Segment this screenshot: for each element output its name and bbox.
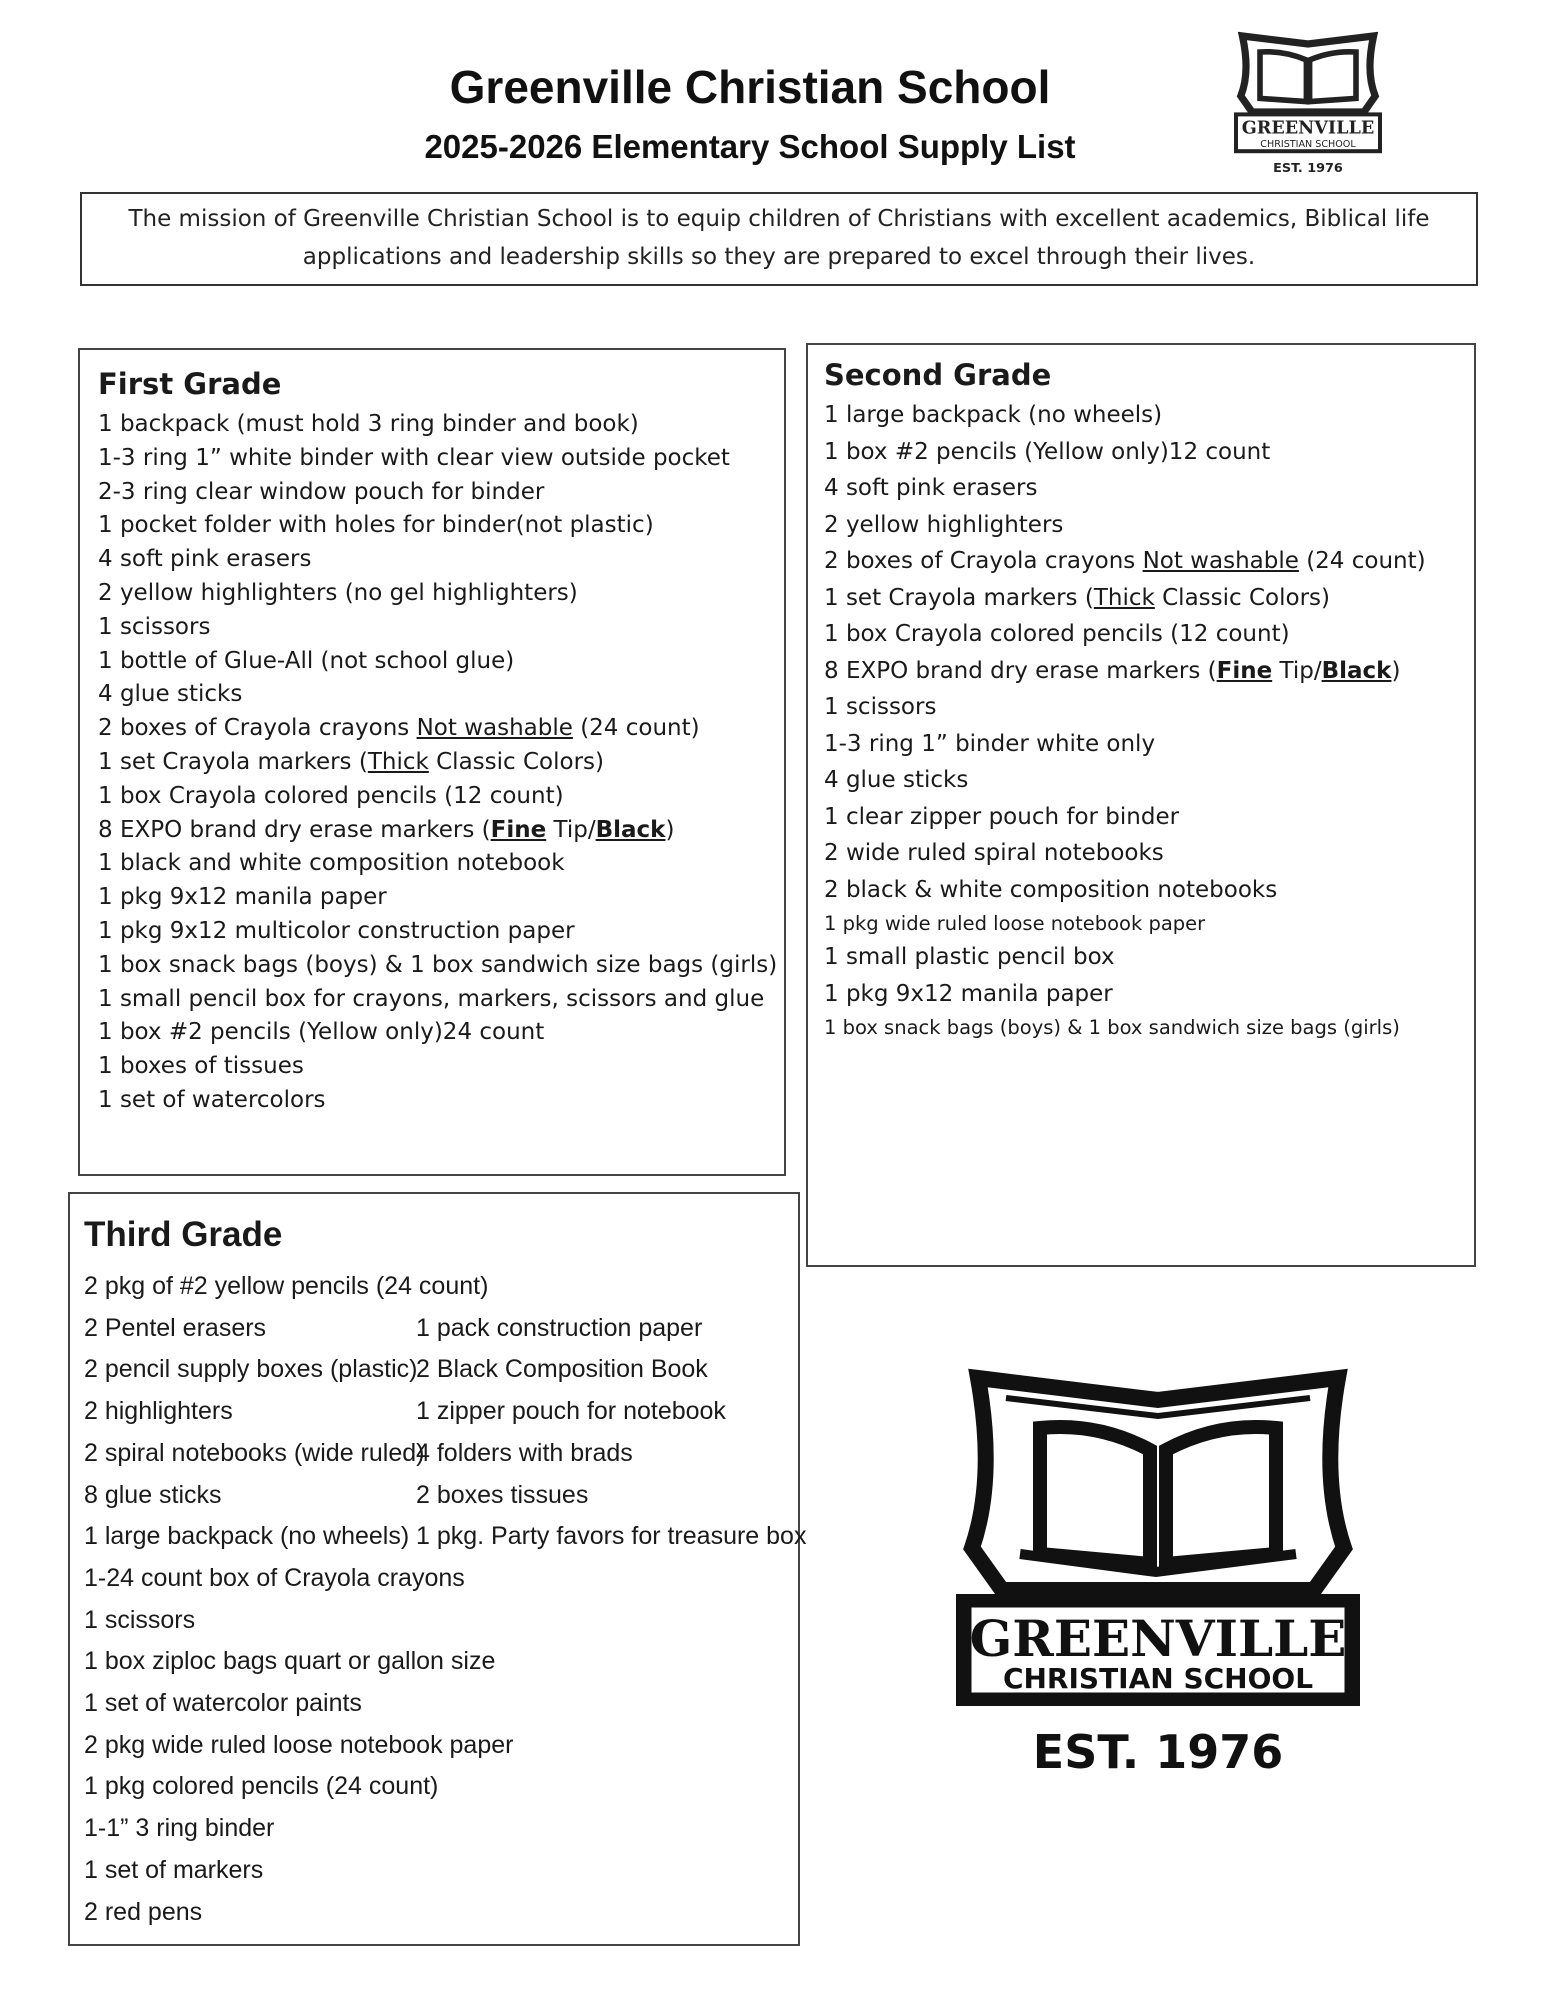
third-grade-box	[68, 1192, 807, 1946]
list-row	[84, 1558, 798, 1600]
first-grade-list	[98, 408, 784, 1118]
list-item: 1-24 count box of Crayola crayons	[84, 1563, 465, 1592]
open-book-shield-icon	[948, 1358, 1368, 1788]
third-grade-list	[84, 1266, 807, 1933]
emphasis-text: Thick	[367, 748, 429, 775]
list-item: 1 scissors	[98, 613, 211, 640]
second-grade-heading: Second Grade	[824, 358, 1052, 392]
list-item: 1 boxes of tissues	[98, 1053, 304, 1080]
list-row	[84, 1766, 798, 1808]
list-item: 1 box #2 pencils (Yellow only)24 count	[98, 1019, 545, 1046]
list-item: 1 scissors	[84, 1605, 196, 1634]
list-item: 1-3 ring 1” white binder with clear view outside pocket	[98, 444, 730, 471]
list-item: 1 pack construction paper	[416, 1313, 703, 1342]
list-item: 4 glue sticks	[824, 767, 969, 793]
list-item: 1 small pencil box for crayons, markers, scissors and glue	[98, 985, 765, 1012]
list-item: 2 spiral notebooks (wide ruled)	[84, 1438, 425, 1467]
emphasis-text: Fine	[490, 816, 547, 843]
emphasis-text: Black	[1321, 657, 1392, 684]
open-book-shield-icon	[1228, 28, 1388, 184]
list-item: 2 Black Composition Book	[416, 1355, 708, 1384]
list-item: 2 boxes tissues	[416, 1480, 589, 1509]
list-item: 1 box Crayola colored pencils (12 count)	[98, 782, 564, 809]
list-item: 1 set Crayola markers (Thick Classic Colors)	[824, 584, 1330, 611]
list-item: 2 boxes of Crayola crayons Not washable (24 count)	[824, 548, 1426, 574]
logo-small-line2: CHRISTIAN SCHOOL	[1260, 139, 1356, 151]
first-grade-box	[78, 348, 786, 1176]
list-row	[84, 1475, 798, 1517]
list-row	[84, 1683, 798, 1725]
list-row	[84, 1892, 798, 1934]
list-item: 4 folders with brads	[416, 1438, 633, 1467]
third-grade-heading: Third Grade	[84, 1215, 283, 1254]
list-item: 1 box snack bags (boys) & 1 box sandwich size bags (girls)	[824, 1016, 1400, 1039]
list-item: 2 highlighters	[84, 1397, 233, 1426]
list-item: 2 black & white composition notebooks	[824, 876, 1278, 903]
list-item: 2 boxes of Crayola crayons Not washable (24 count)	[98, 715, 700, 742]
second-grade-box	[806, 343, 1476, 1267]
school-logo-large	[948, 1358, 1368, 1788]
list-item: 1 box Crayola colored pencils (12 count)	[824, 621, 1290, 647]
list-row	[84, 1308, 798, 1350]
list-item: 2 yellow highlighters	[824, 511, 1064, 538]
list-item: 1 large backpack (no wheels)	[84, 1522, 410, 1551]
logo-small-line1: GREENVILLE	[1241, 117, 1375, 139]
list-item: 8 EXPO brand dry erase markers (Fine Tip/Black)	[98, 816, 675, 843]
list-row	[84, 1391, 798, 1433]
list-item: 1 set of watercolors	[98, 1086, 326, 1113]
emphasis-text: Black	[595, 816, 666, 843]
list-item: 2 pencil supply boxes (plastic)	[84, 1355, 418, 1384]
list-item: 1 clear zipper pouch for binder	[824, 803, 1180, 830]
list-item: 2 pkg of #2 yellow pencils (24 count)	[84, 1272, 489, 1300]
list-item: 1 set of watercolor paints	[84, 1689, 362, 1718]
list-item: 1 pkg colored pencils (24 count)	[84, 1772, 439, 1801]
list-item: 1 pkg 9x12 manila paper	[824, 980, 1113, 1007]
list-row	[84, 1808, 798, 1850]
list-item: 1 bottle of Glue-All (not school glue)	[98, 647, 515, 674]
emphasis-text: Fine	[1216, 657, 1273, 684]
list-item: 2 pkg wide ruled loose notebook paper	[84, 1730, 514, 1759]
list-item: 1 large backpack (no wheels)	[824, 402, 1163, 428]
list-item: 2 yellow highlighters (no gel highlighters)	[98, 579, 578, 606]
list-item: 1 box #2 pencils (Yellow only)12 count	[824, 438, 1271, 465]
list-item: 1 pkg wide ruled loose notebook paper	[824, 912, 1206, 935]
list-item: 1 box ziploc bags quart or gallon size	[84, 1647, 496, 1676]
list-item: 8 EXPO brand dry erase markers (Fine Tip/Black)	[824, 657, 1401, 684]
page-title: Greenville Christian School	[449, 61, 1051, 113]
list-item: 1 black and white composition notebook	[98, 850, 565, 877]
logo-line2: CHRISTIAN SCHOOL	[1002, 1662, 1314, 1695]
list-item: 1 backpack (must hold 3 ring binder and book)	[98, 411, 639, 437]
school-logo-small	[1228, 28, 1388, 184]
emphasis-text: Not washable	[416, 715, 573, 742]
list-item: 8 glue sticks	[84, 1480, 222, 1509]
emphasis-text: Not washable	[1142, 548, 1299, 574]
list-item: 1 set of markers	[84, 1855, 264, 1884]
list-row	[84, 1433, 798, 1475]
list-item: 2 red pens	[84, 1897, 203, 1926]
list-row	[84, 1516, 807, 1558]
list-item: 1 box snack bags (boys) & 1 box sandwich size bags (girls)	[98, 951, 778, 978]
list-item: 1 set Crayola markers (Thick Classic Colors)	[98, 748, 604, 775]
list-item: 1 pkg 9x12 multicolor construction paper	[98, 917, 575, 944]
list-item: 1 pkg. Party favors for treasure box	[416, 1522, 807, 1551]
list-item: 1 small plastic pencil box	[824, 944, 1115, 970]
list-item: 4 soft pink erasers	[824, 475, 1038, 501]
list-item: 1 pocket folder with holes for binder(not plastic)	[98, 512, 654, 539]
second-grade-list	[824, 397, 1474, 1043]
list-item: 1 pkg 9x12 manila paper	[98, 884, 387, 911]
list-item: 1-1” 3 ring binder	[84, 1814, 275, 1843]
list-item: 4 glue sticks	[98, 681, 243, 708]
list-item: 1-3 ring 1” binder white only	[824, 730, 1156, 757]
list-row	[84, 1850, 798, 1892]
list-item: 4 soft pink erasers	[98, 546, 312, 573]
list-item: 2 Pentel erasers	[84, 1313, 267, 1342]
logo-est: EST. 1976	[1032, 1725, 1284, 1779]
logo-line1: GREENVILLE	[969, 1609, 1347, 1668]
list-row	[84, 1725, 798, 1767]
list-row	[84, 1266, 798, 1308]
list-row	[84, 1641, 798, 1683]
list-item: 1 zipper pouch for notebook	[416, 1397, 726, 1426]
first-grade-heading: First Grade	[98, 367, 282, 401]
logo-small-est: EST. 1976	[1273, 161, 1343, 176]
emphasis-text: Thick	[1093, 584, 1155, 611]
list-row	[84, 1349, 798, 1391]
list-item: 1 scissors	[824, 694, 937, 720]
list-item: 2-3 ring clear window pouch for binder	[98, 478, 545, 505]
list-item: 2 wide ruled spiral notebooks	[824, 840, 1164, 866]
page-subtitle: 2025-2026 Elementary School Supply List	[424, 128, 1076, 165]
list-row	[84, 1600, 798, 1642]
mission-statement: The mission of Greenville Christian School is to equip children of Christians with excellent academics, Biblical life applications and leadership skills so they are prepared to excel through their lives.	[80, 192, 1478, 286]
